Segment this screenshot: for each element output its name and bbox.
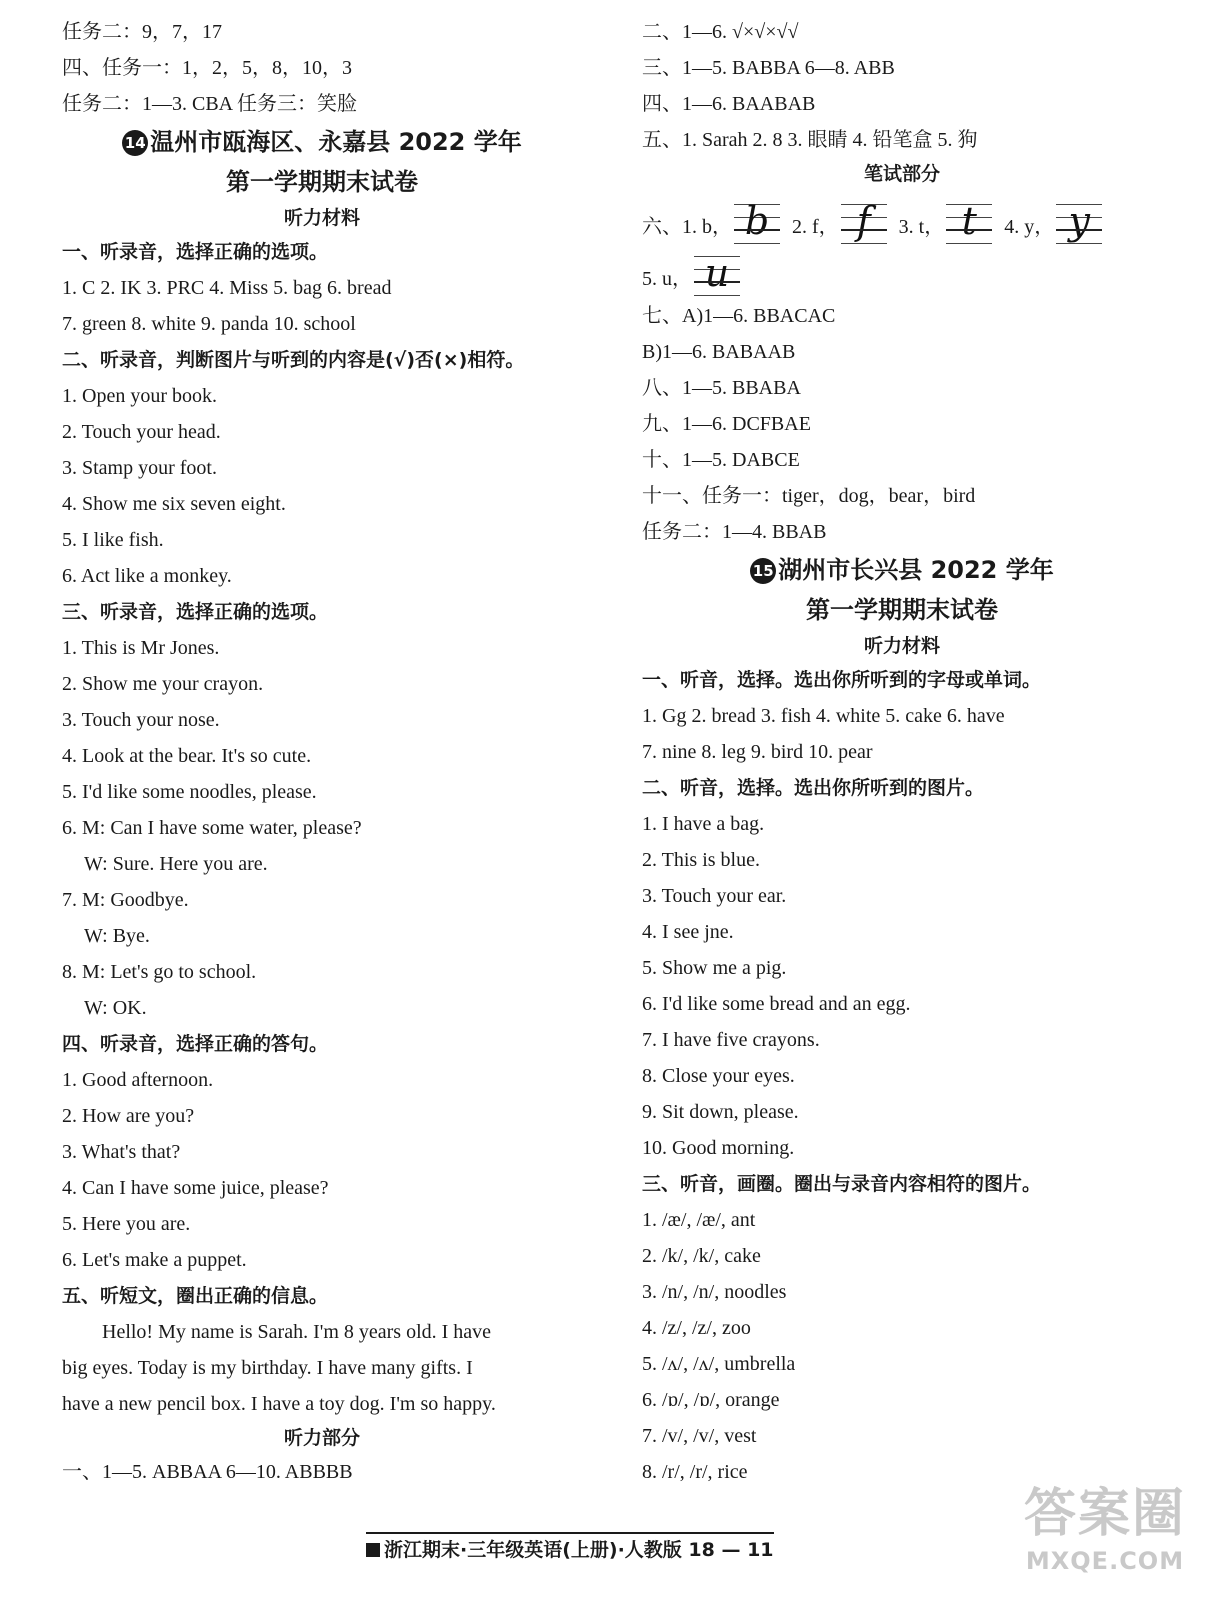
answer-line: 十、1—5. DABCE bbox=[642, 449, 800, 471]
answer-line: 十一、任务一：tiger，dog，bear，bird bbox=[642, 485, 976, 507]
answer-line: 7. green 8. white 9. panda 10. school bbox=[62, 313, 356, 335]
script-line: W: Bye. bbox=[84, 925, 150, 947]
script-line: 1. Good afternoon. bbox=[62, 1069, 214, 1091]
written-part-title: 笔试部分 bbox=[863, 163, 940, 185]
answer-line: 1. Gg 2. bread 3. fish 4. white 5. cake 6. have bbox=[642, 705, 1005, 727]
script-line: 2. This is blue. bbox=[642, 849, 760, 871]
section-heading: 五、听短文，圈出正确的信息。 bbox=[62, 1285, 329, 1307]
script-line: 5. I like fish. bbox=[62, 529, 164, 551]
script-line: 2. Show me your crayon. bbox=[62, 673, 264, 695]
handwritten-letter: t bbox=[961, 199, 977, 243]
footer-square-icon bbox=[366, 1543, 380, 1557]
section-heading: 一、听录音，选择正确的选项。 bbox=[62, 241, 329, 263]
answer-line: 四、任务一：1，2，5，8，10，3 bbox=[62, 57, 352, 79]
script-line: 3. Touch your ear. bbox=[642, 885, 787, 907]
answer-line: 三、1—5. BABBA 6—8. ABB bbox=[642, 57, 895, 79]
handwriting-label: 4. y， bbox=[1004, 215, 1055, 238]
script-line: 4. Show me six seven eight. bbox=[62, 493, 286, 515]
script-line: 6. /ɒ/, /ɒ/, orange bbox=[642, 1389, 780, 1411]
exam-number-badge: 14 bbox=[122, 130, 148, 156]
exam-15-title-line2: 第一学期期末试卷 bbox=[806, 596, 998, 624]
passage-line: Hello! My name is Sarah. I'm 8 years old. I have bbox=[102, 1321, 492, 1343]
script-line: 8. Close your eyes. bbox=[642, 1065, 795, 1087]
section-heading: 四、听录音，选择正确的答句。 bbox=[62, 1033, 329, 1055]
handwriting-label: 2. f， bbox=[792, 215, 839, 238]
script-line: 5. /ʌ/, /ʌ/, umbrella bbox=[642, 1353, 796, 1375]
four-line-grid bbox=[694, 251, 740, 296]
script-line: 1. I have a bag. bbox=[642, 813, 765, 835]
answer-line: 二、1—6. √×√×√√ bbox=[642, 21, 799, 43]
script-line: 1. /æ/, /æ/, ant bbox=[642, 1209, 756, 1231]
section-heading: 一、听音，选择。选出你所听到的字母或单词。 bbox=[642, 669, 1042, 691]
script-line: 5. Show me a pig. bbox=[642, 957, 787, 979]
handwriting-label: 3. t， bbox=[898, 215, 945, 238]
section-heading: 二、听录音，判断图片与听到的内容是(√)否(×)相符。 bbox=[62, 349, 525, 371]
script-line: W: Sure. Here you are. bbox=[84, 853, 268, 875]
section-heading: 三、听录音，选择正确的选项。 bbox=[62, 601, 329, 623]
answer-line: 任务二：1—3. CBA 任务三：笑脸 bbox=[62, 93, 358, 115]
handwritten-letter: y bbox=[1068, 199, 1090, 243]
exam-14-title-line2: 第一学期期末试卷 bbox=[226, 168, 418, 196]
answer-line: 八、1—5. BBABA bbox=[642, 377, 801, 399]
answer-line: 七、A)1—6. BBACAC bbox=[642, 305, 836, 327]
handwritten-letter: u bbox=[704, 251, 730, 295]
script-line: 5. I'd like some noodles, please. bbox=[62, 781, 317, 803]
script-line: 6. I'd like some bread and an egg. bbox=[642, 993, 911, 1015]
script-line: 4. I see jne. bbox=[642, 921, 734, 943]
four-line-grid bbox=[734, 199, 780, 244]
script-line: 3. Touch your nose. bbox=[62, 709, 220, 731]
script-line: 7. I have five crayons. bbox=[642, 1029, 820, 1051]
script-line: 2. /k/, /k/, cake bbox=[642, 1245, 761, 1267]
handwriting-row bbox=[642, 190, 1162, 258]
handwriting-row bbox=[642, 251, 1162, 298]
script-line: 2. How are you? bbox=[62, 1105, 195, 1127]
right-column bbox=[642, 14, 1162, 1490]
four-line-grid bbox=[946, 199, 992, 244]
site-watermark: 答案圈 MXQE.COM bbox=[1023, 1484, 1186, 1575]
script-line: 1. Open your book. bbox=[62, 385, 217, 407]
left-column bbox=[62, 14, 582, 1490]
four-line-grid bbox=[841, 199, 887, 244]
exam-15-title: 15 湖州市长兴县 2022 学年 bbox=[642, 550, 1162, 590]
handwritten-letter: f bbox=[856, 199, 871, 243]
script-line: 6. Act like a monkey. bbox=[62, 565, 232, 587]
answer-line: 任务二：1—4. BBAB bbox=[642, 521, 827, 543]
exam-15-subtitle: 听力材料 bbox=[863, 635, 940, 657]
script-line: 2. Touch your head. bbox=[62, 421, 221, 443]
script-line: 8. /r/, /r/, rice bbox=[642, 1461, 748, 1483]
page-footer: 浙江期末·三年级英语(上册)·人教版 18 — 11 bbox=[366, 1532, 774, 1566]
handwriting-label: 六、1. b， bbox=[642, 215, 732, 238]
script-line: 4. Look at the bear. It's so cute. bbox=[62, 745, 312, 767]
script-line: 9. Sit down, please. bbox=[642, 1101, 799, 1123]
section-heading: 二、听音，选择。选出你所听到的图片。 bbox=[642, 777, 985, 799]
script-line: 3. /n/, /n/, noodles bbox=[642, 1281, 787, 1303]
exam-14-title: 14 温州市瓯海区、永嘉县 2022 学年 bbox=[62, 122, 582, 162]
four-line-grid bbox=[1056, 199, 1102, 244]
script-line: 5. Here you are. bbox=[62, 1213, 191, 1235]
script-line: 7. M: Goodbye. bbox=[62, 889, 189, 911]
script-line: 1. This is Mr Jones. bbox=[62, 637, 220, 659]
handwriting-label: 5. u， bbox=[642, 267, 692, 290]
handwritten-letter: b bbox=[744, 199, 770, 243]
script-line: 3. Stamp your foot. bbox=[62, 457, 217, 479]
script-line: W: OK. bbox=[84, 997, 147, 1019]
answer-line: 五、1. Sarah 2. 8 3. 眼睛 4. 铅笔盒 5. 狗 bbox=[642, 129, 978, 151]
script-line: 8. M: Let's go to school. bbox=[62, 961, 257, 983]
script-line: 10. Good morning. bbox=[642, 1137, 795, 1159]
script-line: 7. /v/, /v/, vest bbox=[642, 1425, 757, 1447]
section-heading: 三、听音，画圈。圈出与录音内容相符的图片。 bbox=[642, 1173, 1042, 1195]
answer-line: 1. C 2. IK 3. PRC 4. Miss 5. bag 6. bread bbox=[62, 277, 392, 299]
answer-line: 7. nine 8. leg 9. bird 10. pear bbox=[642, 741, 873, 763]
answer-line: 任务二：9，7，17 bbox=[62, 21, 222, 43]
passage-line: big eyes. Today is my birthday. I have many gifts. I bbox=[62, 1357, 473, 1379]
answer-line: 一、1—5. ABBAA 6—10. ABBBB bbox=[62, 1461, 353, 1483]
passage-line: have a new pencil box. I have a toy dog. I'm so happy. bbox=[62, 1393, 496, 1415]
script-line: 6. Let's make a puppet. bbox=[62, 1249, 247, 1271]
script-line: 4. /z/, /z/, zoo bbox=[642, 1317, 751, 1339]
script-line: 4. Can I have some juice, please? bbox=[62, 1177, 329, 1199]
exam-14-subtitle: 听力材料 bbox=[283, 207, 360, 229]
listening-part-title: 听力部分 bbox=[283, 1427, 360, 1449]
answer-line: 四、1—6. BAABAB bbox=[642, 93, 816, 115]
answer-line: 九、1—6. DCFBAE bbox=[642, 413, 811, 435]
script-line: 3. What's that? bbox=[62, 1141, 181, 1163]
script-line: 6. M: Can I have some water, please? bbox=[62, 817, 362, 839]
exam-number-badge: 15 bbox=[750, 558, 776, 584]
answer-line: B)1—6. BABAAB bbox=[642, 341, 796, 363]
